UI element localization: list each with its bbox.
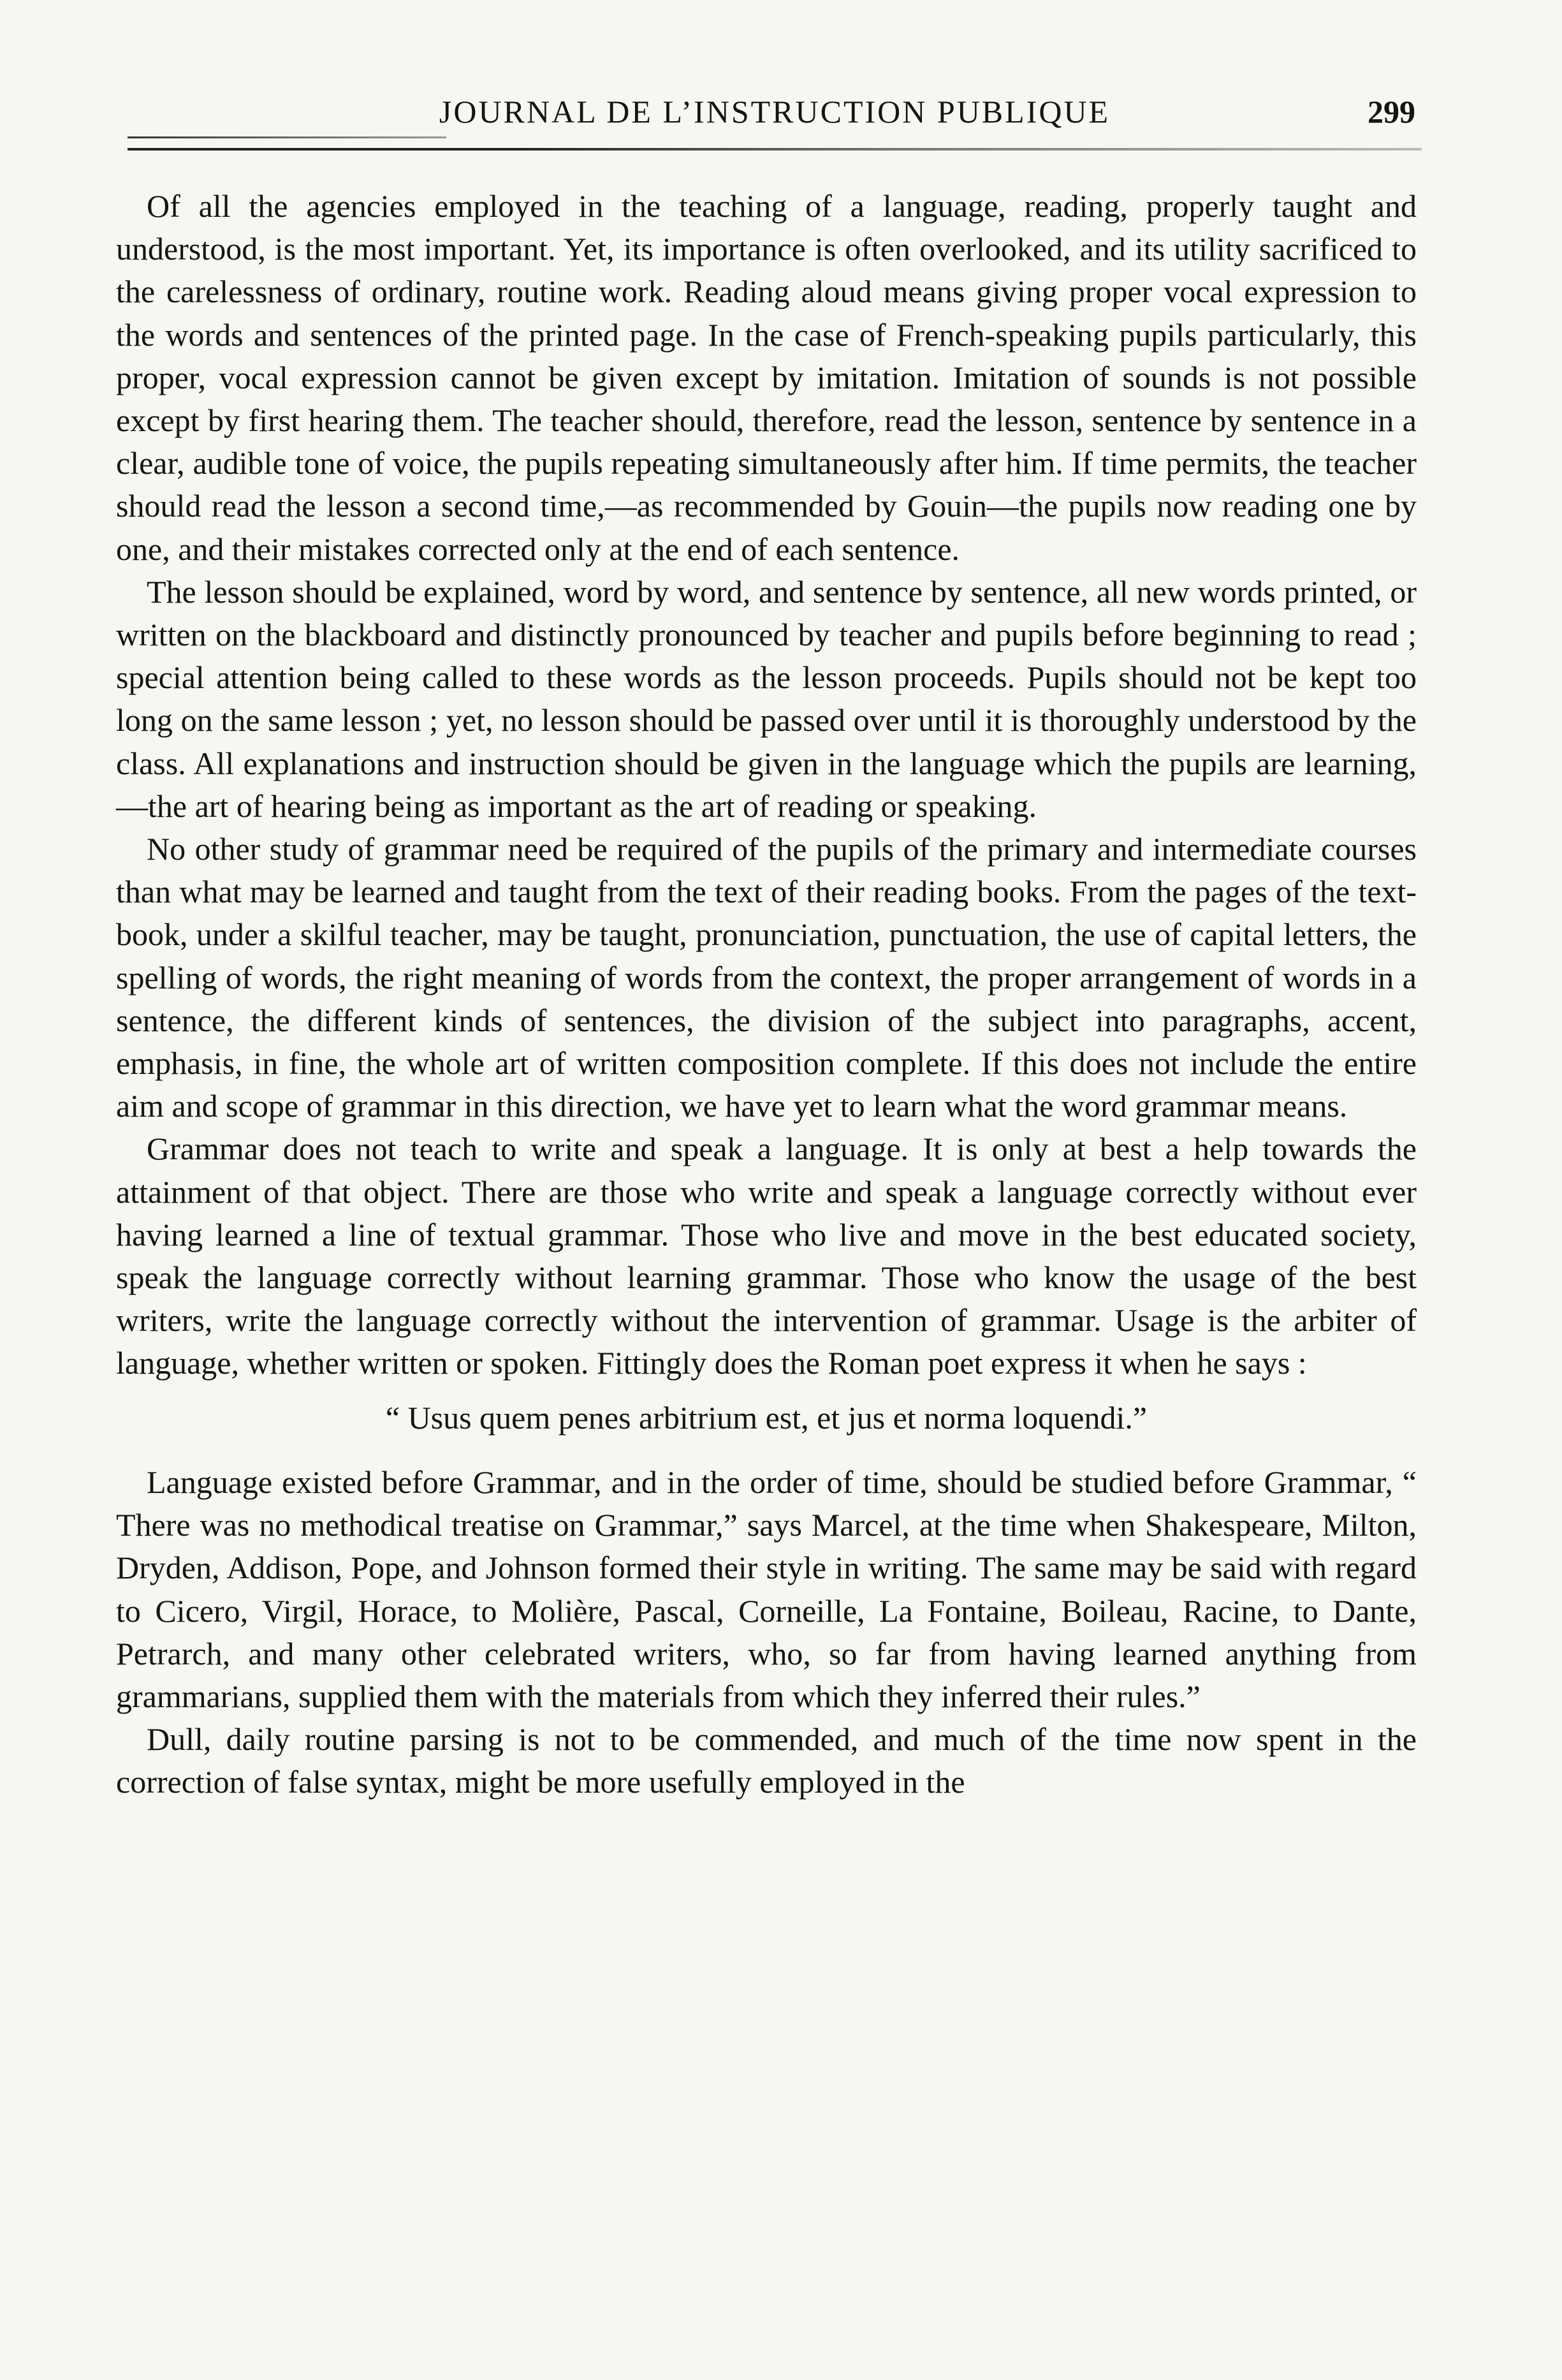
journal-title: JOURNAL DE L’INSTRUCTION PUBLIQUE [439, 94, 1111, 129]
paragraph-language-history: Language existed before Grammar, and in the order of time, should be studied before Grammar, “ There was no methodical treatise on Grammar,” says Marcel, at the time when Shakespeare, Milton, Dryden, Addison, Pope, and Johnson formed their style in writing. The same may be said with regard to Cicero, Virgil, Horace, to Molière, Pascal, Corneille, La Fontaine, Boileau, Racine, to Dante, Petrarch, and many other celebrated writers, who, so far from having learned anything from grammarians, supplied them with the materials from which they inferred their rules.” [116, 1464, 1417, 1714]
paragraph-reading: Of all the agencies employed in the teaching of a language, reading, properly taught and understood, is the most important. Yet, its importance is often overlooked, and its utility sacrificed to the carelessness of ordinary, routine work. Reading aloud means giving proper vocal expression to the words and sentences of the printed page. In the case of French-speaking pupils particularly, this proper, vocal expression cannot be given except by imitation. Imitation of sounds is not possible except by first hearing them. The teacher should, therefore, read the lesson, sentence by sentence in a clear, audible tone of voice, the pupils repeating simultaneously after him. If time permits, the teacher should read the lesson a second time,—as recommended by Gouin—the pupils now reading one by one, and their mistakes corrected only at the end of each sentence. [116, 188, 1417, 567]
paragraph-grammar-study: No other study of grammar need be required of the pupils of the primary and intermediate courses than what may be learned and taught from the text of their reading books. From the pages of the text-book, under a skilful teacher, may be taught, pronunciation, punctuation, the use of capital letters, the spelling of words, the right meaning of words from the context, the proper arrangement of words in a sentence, the different kinds of sentences, the division of the subject into paragraphs, accent, emphasis, in fine, the whole art of written composition complete. If this does not include the entire aim and scope of grammar in this direction, we have yet to learn what the word grammar means. [116, 831, 1417, 1124]
paragraph-grammar-purpose: Grammar does not teach to write and speak a language. It is only at best a help towards the attainment of that object. There are those who write and speak a language correctly without ever having learned a line of textual grammar. Those who live and move in the best educated society, speak the language correctly without learning grammar. Those who know the usage of the best writers, write the language correctly without the intervention of grammar. Usage is the arbiter of language, whether written or spoken. Fittingly does the Roman poet express it when he says : [116, 1131, 1417, 1381]
header-rule-accent [128, 136, 446, 138]
page-number: 299 [1368, 94, 1415, 129]
paragraph-lesson: The lesson should be explained, word by word, and sentence by sentence, all new words printed, or written on the blackboard and distinctly pronounced by teacher and pupils before beginning to read ; special attention being called to these words as the lesson proceeds. Pupils should not be kept too long on the same lesson ; yet, no lesson should be passed over until it is thoroughly understood by the class. All explanations and instruction should be given in the language which the pupils are learning,—the art of hearing being as important as the art of reading or speaking. [116, 573, 1417, 824]
running-head [128, 89, 1422, 140]
article-body [116, 185, 1417, 1804]
latin-quote: “ Usus quem penes arbitrium est, et jus et norma loquendi.” [385, 1399, 1148, 1436]
header-rule [128, 148, 1422, 151]
paragraph-parsing: Dull, daily routine parsing is not to be commended, and much of the time now spent in the correction of false syntax, might be more usefully employed in the [116, 1721, 1417, 1800]
